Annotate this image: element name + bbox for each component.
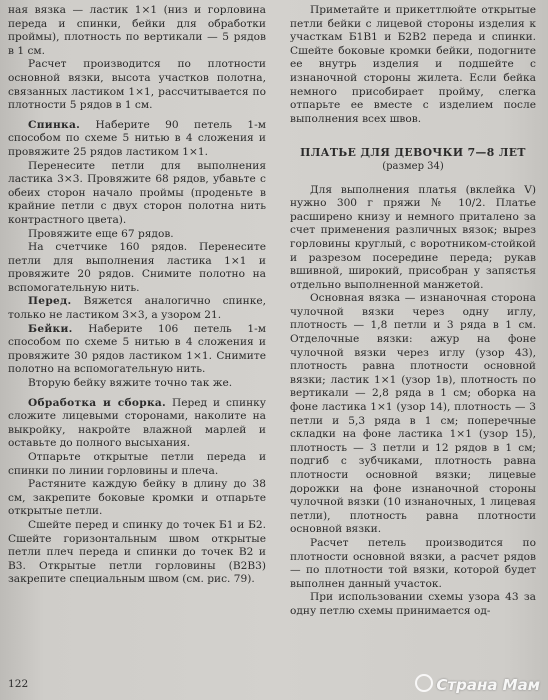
paragraph: Расчет производится по плотности основной вязки, высота участков полотна, связанных ластиком 1×1, рассчитывается по плотности 5 рядов в 1 см. — [8, 58, 266, 112]
subsection-heading: Обработка и сборка. — [28, 396, 167, 409]
right-column — [290, 4, 536, 619]
paragraph: Отпарьте открытые петли переда и спинки по линии горловины и плеча. — [8, 451, 266, 477]
paragraph: Растяните каждую бейку в длину до 38 см, закрепите боковые кромки и отпарьте открытые петли. — [8, 478, 266, 518]
paragraph-text: Вяжется аналогично спинке, только не ластиком 3×3, а узором 21. — [8, 295, 266, 322]
watermark-logo-icon — [415, 674, 433, 692]
paragraph — [8, 295, 266, 322]
paragraph: Вторую бейку вяжите точно так же. — [28, 377, 233, 390]
paragraph: Для выполнения платья (вклейка V) нужно 300 г пряжи № 10/2. Платье расширено книзу и немного приталено за счет применения различных вязок; вырез горловины круглый, с воротником-стойкой и разрезом посередине переда; рукав вшивной, широкий, присобран у запястья отдельно выполненной манжетой. — [290, 183, 536, 291]
paragraph: ная вязка — ластик 1×1 (низ и горловина переда и спинки, бейки для обработки проймы), плотность по вертикали — 5 рядов в 1 см. — [8, 4, 266, 57]
paragraph: Провяжите еще 67 рядов. — [28, 227, 174, 240]
section-title: ПЛАТЬЕ ДЛЯ ДЕВОЧКИ 7—8 ЛЕТ — [300, 146, 526, 160]
paragraph: Перенесите петли для выполнения ластика 3×3. Провяжите 68 рядов, убавьте с обеих сторон начало проймы (проденьте в крайние петли с двух сторон полотна нить контрастного цвета). — [8, 159, 266, 226]
watermark — [415, 674, 540, 694]
subsection-heading: Перед. — [28, 295, 72, 308]
paragraph — [8, 323, 266, 377]
section-subtitle: (размер 34) — [382, 160, 444, 172]
page-number: 122 — [8, 678, 29, 690]
paragraph: Расчет петель производится по плотности основной вязки, а расчет рядов — по плотности той вязки, которой будет выполнен данный участок. — [290, 536, 536, 590]
subsection-heading: Бейки. — [28, 322, 73, 335]
paragraph: Сшейте перед и спинку до точек Б1 и Б2. Сшейте горизонтальным швом открытые петли плеч переда и спинки до точек В2 и В3. Открытые петли горловины (В2В3) закрепите специальным швом (см. рис. 79). — [8, 518, 266, 586]
left-column — [8, 4, 266, 587]
paragraph: Основная вязка — изнаночная сторона чулочной вязки через одну иглу, плотность — 1,8 петли и 3 ряда в 1 см. Отделочные вязки: ажур на фоне чулочной вязки через иглу (узор 43), плотность равна плотности основной вязки; ластик 1×1 (узор 1в), плотность по вертикали — 2,8 ряда в 1 см; оборка на фоне ластика 1×1 (узор 14), плотность — 3 петли и 5,3 ряда в 1 см; поперечные складки на фоне ластика 1×1 (узор 15), плотность — 3 петли и 12 рядов в 1 см; подгиб с зубчиками, плотность равна плотности основной вязки; лицевые дорожки на фоне изнаночной стороны чулочной вязки (10 изнаночных, 1 лицевая петли), плотность равна плотности основной вязки. — [290, 292, 536, 536]
paragraph — [8, 397, 266, 451]
paragraph-text: Наберите 90 петель 1-м способом по схеме 5 нитью в 4 сложения и провяжите 25 рядов ластиком 1×1. — [8, 118, 266, 158]
paragraph-text: Перед и спинку сложите лицевыми сторонами, наколите на выкройку, накройте влажной марлей и оставьте до полного высыхания. — [8, 396, 266, 450]
paragraph: На счетчике 160 рядов. Перенесите петли для выполнения ластика 1×1 и провяжите 20 рядов. Снимите полотно на вспомогательную нить. — [8, 241, 266, 294]
paragraph-text: Наберите 106 петель 1-м способом по схеме 5 нитью в 4 сложения и провяжите 30 рядов ластиком 1×1. Снимите полотно на вспомогательную нить. — [8, 322, 266, 376]
subsection-heading: Спинка. — [28, 118, 81, 131]
watermark-text: Страна Мам — [436, 676, 540, 694]
paragraph: Приметайте и прикеттлюйте открытые петли бейки с лицевой стороны изделия к участкам Б1В1 и Б2В2 переда и спинки. Сшейте боковые кромки бейки, подогните ее внутрь изделия и подшейте с изнаночной стороны жилета. Если бейка немного присобирает пройму, слегка отпарьте ее вместе с изделием после выполнения всех швов. — [290, 4, 536, 125]
paragraph: При использовании схемы узора 43 за одну петлю схемы принимается од- — [290, 591, 536, 617]
paragraph — [8, 119, 266, 160]
